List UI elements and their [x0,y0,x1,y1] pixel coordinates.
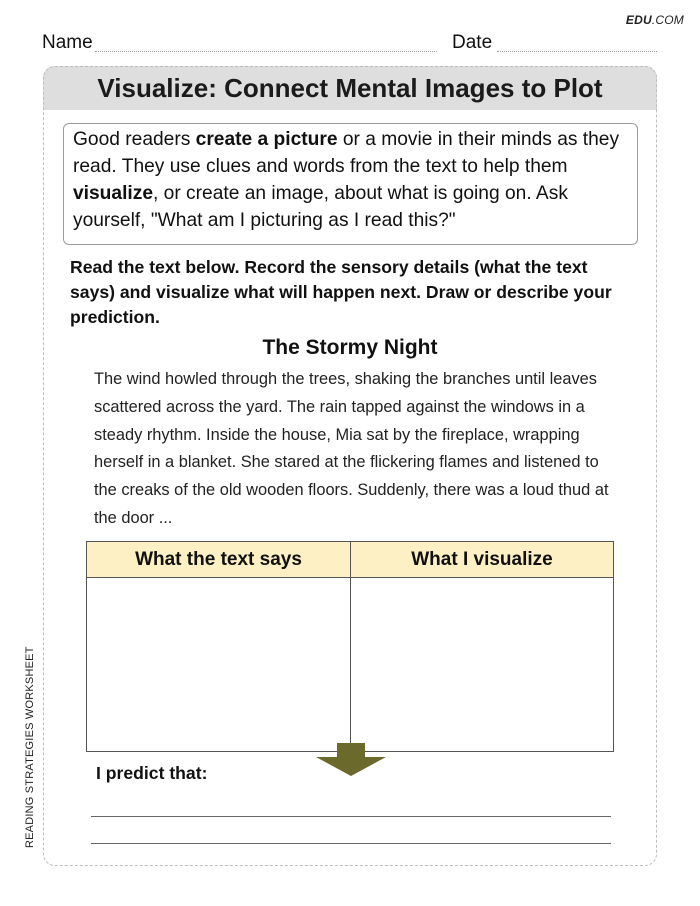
story-title: The Stormy Night [262,336,438,359]
text-says-cell[interactable] [87,578,350,751]
col-header-visualize: What I visualize [411,549,553,570]
date-field[interactable] [497,51,657,52]
graphic-organizer [86,541,614,752]
instructions: Read the text below. Record the sensory details (what the text says) and visualize what will happen next. Draw or describe your prediction. [70,257,612,327]
visualize-cell[interactable] [351,578,613,751]
intro-box: Good readers create a picture or a movie in their minds as they read. They use clues and words from the text to help them visualize, or create an image, about what is going on. Ask yourself, "What am I picturing as I read this?" [63,123,638,245]
col-header-text-says: What the text says [135,549,302,570]
prediction-label: I predict that: [96,763,208,783]
prediction-line-1[interactable] [91,816,611,817]
worksheet-category-label: READING STRATEGIES WORKSHEET [24,646,36,848]
name-field[interactable] [95,51,437,52]
brand-logo: EDU.COM [625,13,684,27]
story-text: The wind howled through the trees, shaking the branches until leaves scattered across the yard. The rain tapped against the windows in a steady rhythm. Inside the house, Mia sat by the fireplace, wrapping herself in a blanket. She stared at the flickering flames and listened to the creaks of the old wooden floors. Suddenly, there was a loud thud at the door ... [94,370,609,527]
down-arrow-icon [315,743,387,777]
prediction-line-2[interactable] [91,843,611,844]
date-label: Date [452,32,493,53]
worksheet-title: Visualize: Connect Mental Images to Plot [43,66,657,110]
name-label: Name [42,32,93,53]
